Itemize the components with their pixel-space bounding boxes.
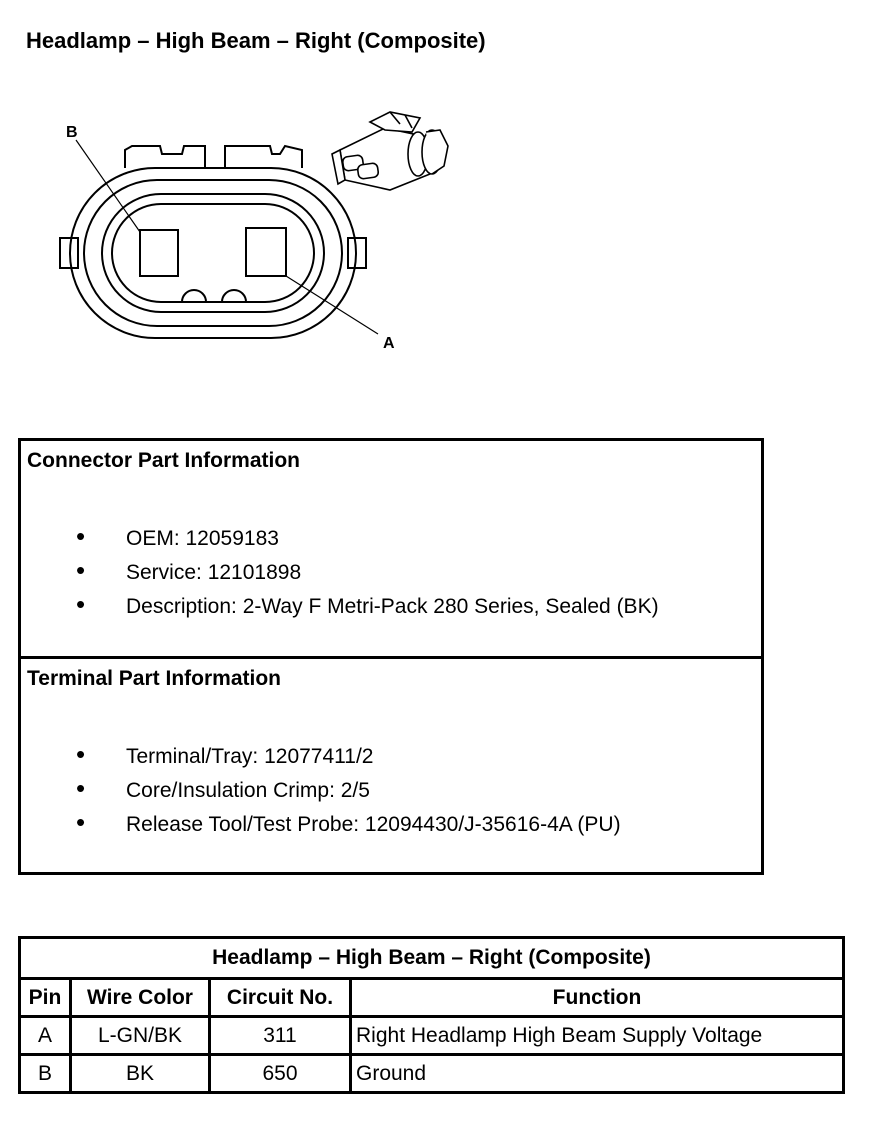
connector-oem: OEM: 12059183	[126, 527, 279, 550]
terminal-part-section	[21, 659, 761, 872]
cell-pin: A	[20, 1017, 71, 1055]
cell-function: Ground	[351, 1055, 844, 1093]
list-item	[76, 519, 659, 553]
connector-part-section	[21, 441, 761, 659]
connector-diagram	[40, 110, 470, 360]
cell-function: Right Headlamp High Beam Supply Voltage	[351, 1017, 844, 1055]
connector-photo	[332, 112, 448, 190]
connector-face	[60, 146, 366, 338]
pin-b-terminal	[140, 230, 178, 276]
bullet: •	[76, 521, 86, 551]
terminal-part-heading: Terminal Part Information	[27, 667, 281, 690]
header-circuit-no: Circuit No.	[210, 979, 351, 1017]
connector-description: Description: 2-Way F Metri-Pack 280 Series, Sealed (BK)	[126, 595, 659, 618]
list-item	[76, 737, 621, 771]
list-item	[76, 771, 621, 805]
header-wire-color: Wire Color	[71, 979, 210, 1017]
bullet: •	[76, 589, 86, 619]
header-function: Function	[351, 979, 844, 1017]
list-item	[76, 553, 659, 587]
terminal-release-tool: Release Tool/Test Probe: 12094430/J-35616-4A (PU)	[126, 813, 621, 836]
terminal-crimp: Core/Insulation Crimp: 2/5	[126, 779, 370, 802]
bullet: •	[76, 807, 86, 837]
table-caption: Headlamp – High Beam – Right (Composite)	[20, 938, 844, 979]
connector-part-list	[76, 519, 659, 621]
table-header-row	[20, 979, 844, 1017]
leader-a	[286, 276, 378, 334]
pin-a-terminal	[246, 228, 286, 276]
cell-wire-color: BK	[71, 1055, 210, 1093]
cell-wire-color: L-GN/BK	[71, 1017, 210, 1055]
label-b: B	[66, 124, 78, 141]
terminal-tray: Terminal/Tray: 12077411/2	[126, 745, 374, 768]
list-item	[76, 805, 621, 839]
label-a: A	[383, 335, 395, 352]
leader-b	[76, 140, 140, 232]
header-pin: Pin	[20, 979, 71, 1017]
connector-part-heading: Connector Part Information	[27, 449, 301, 472]
list-item	[76, 587, 659, 621]
cell-pin: B	[20, 1055, 71, 1093]
part-info-box	[18, 438, 764, 875]
terminal-part-list	[76, 737, 621, 839]
connector-service: Service: 12101898	[126, 561, 302, 584]
table-row	[20, 1017, 844, 1055]
pinout-table	[18, 936, 845, 1094]
cell-circuit-no: 311	[210, 1017, 351, 1055]
table-row	[20, 1055, 844, 1093]
bullet: •	[76, 739, 86, 769]
cell-circuit-no: 650	[210, 1055, 351, 1093]
page-title: Headlamp – High Beam – Right (Composite)	[26, 28, 486, 53]
bullet: •	[76, 773, 86, 803]
bullet: •	[76, 555, 86, 585]
